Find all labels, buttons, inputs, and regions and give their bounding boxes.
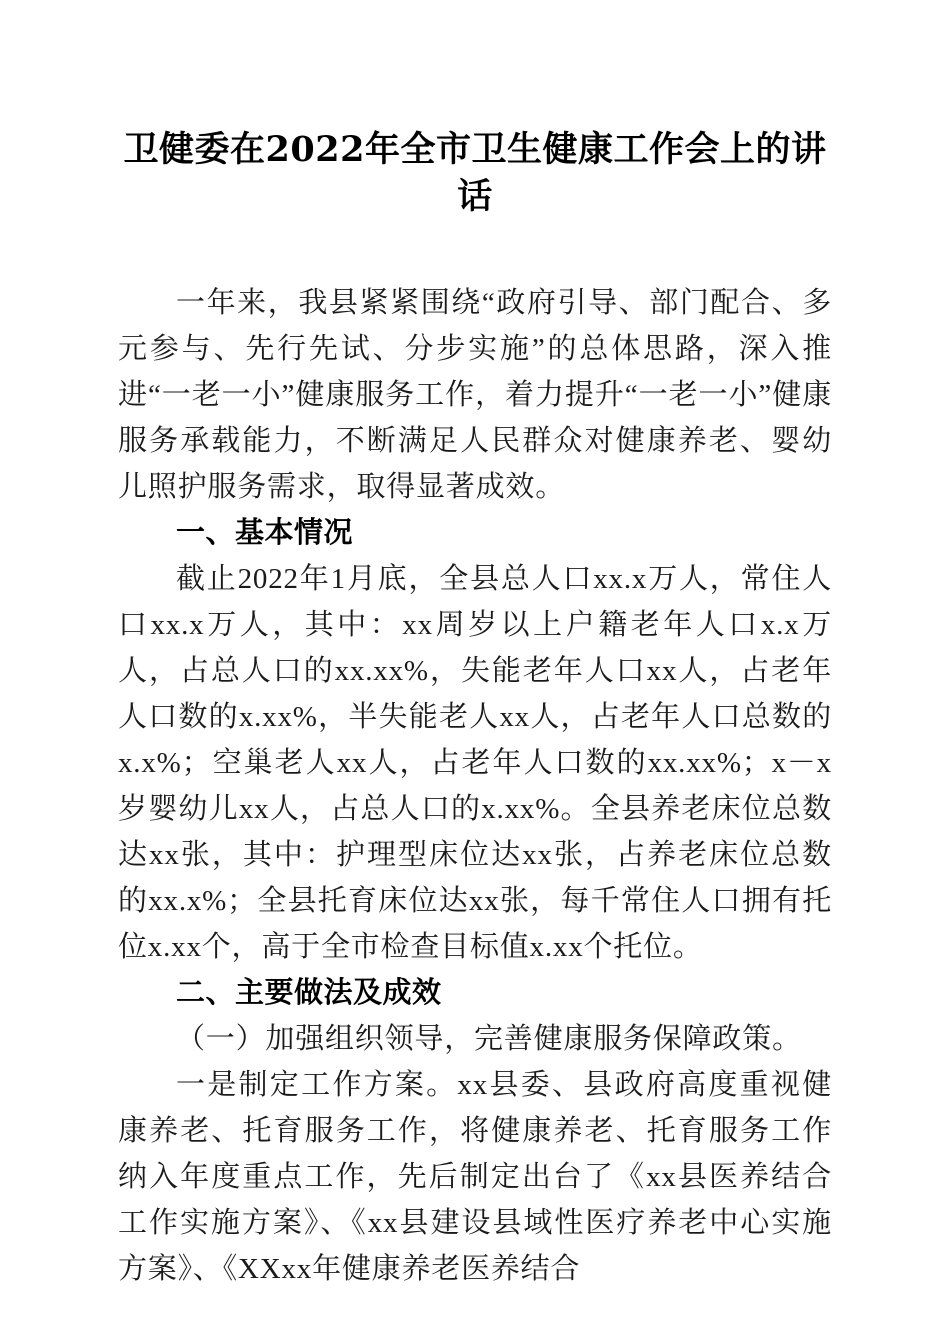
paragraph-work-plan: 一是制定工作方案。xx县委、县政府高度重视健康养老、托育服务工作，将健康养老、托育服务工作纳入年度重点工作，先后制定出台了《xx县医养结合工作实施方案》、《xx县建设县域性医疗养老中心实施方案》、《XXxx年健康养老医养结合	[118, 1069, 832, 1285]
sub-heading-organizational-leadership: （一）加强组织领导，完善健康服务保障政策。	[176, 1023, 802, 1055]
document-body	[118, 0, 832, 1292]
section-heading-basic-situation: 一、基本情况	[176, 517, 354, 549]
section-heading-main-practices: 二、主要做法及成效	[176, 977, 442, 1009]
paragraph-intro: 一年来，我县紧紧围绕“政府引导、部门配合、多元参与、先行先试、分步实施”的总体思路，深入推进“一老一小”健康服务工作，着力提升“一老一小”健康服务承载能力，不断满足人民群众对健康养老、婴幼儿照护服务需求，取得显著成效。	[118, 287, 832, 503]
page-title: 卫健委在2022年全市卫生健康工作会上的讲话	[123, 129, 827, 217]
paragraph-basic-situation: 截止2022年1月底，全县总人口xx.x万人，常住人口xx.x万人，其中：xx周岁以上户籍老年人口x.x万人，占总人口的xx.xx%，失能老年人口xx人，占老年人口数的x.xx%，半失能老人xx人，占老年人口总数的x.x%；空巢老人xx人，占老年人口数的xx.xx%；x－x岁婴幼儿xx人，占总人口的x.xx%。全县养老床位总数达xx张，其中：护理型床位达xx张，占养老床位总数的xx.x%；全县托育床位达xx张，每千常住人口拥有托位x.xx个，高于全市检查目标值x.xx个托位。	[118, 563, 832, 963]
